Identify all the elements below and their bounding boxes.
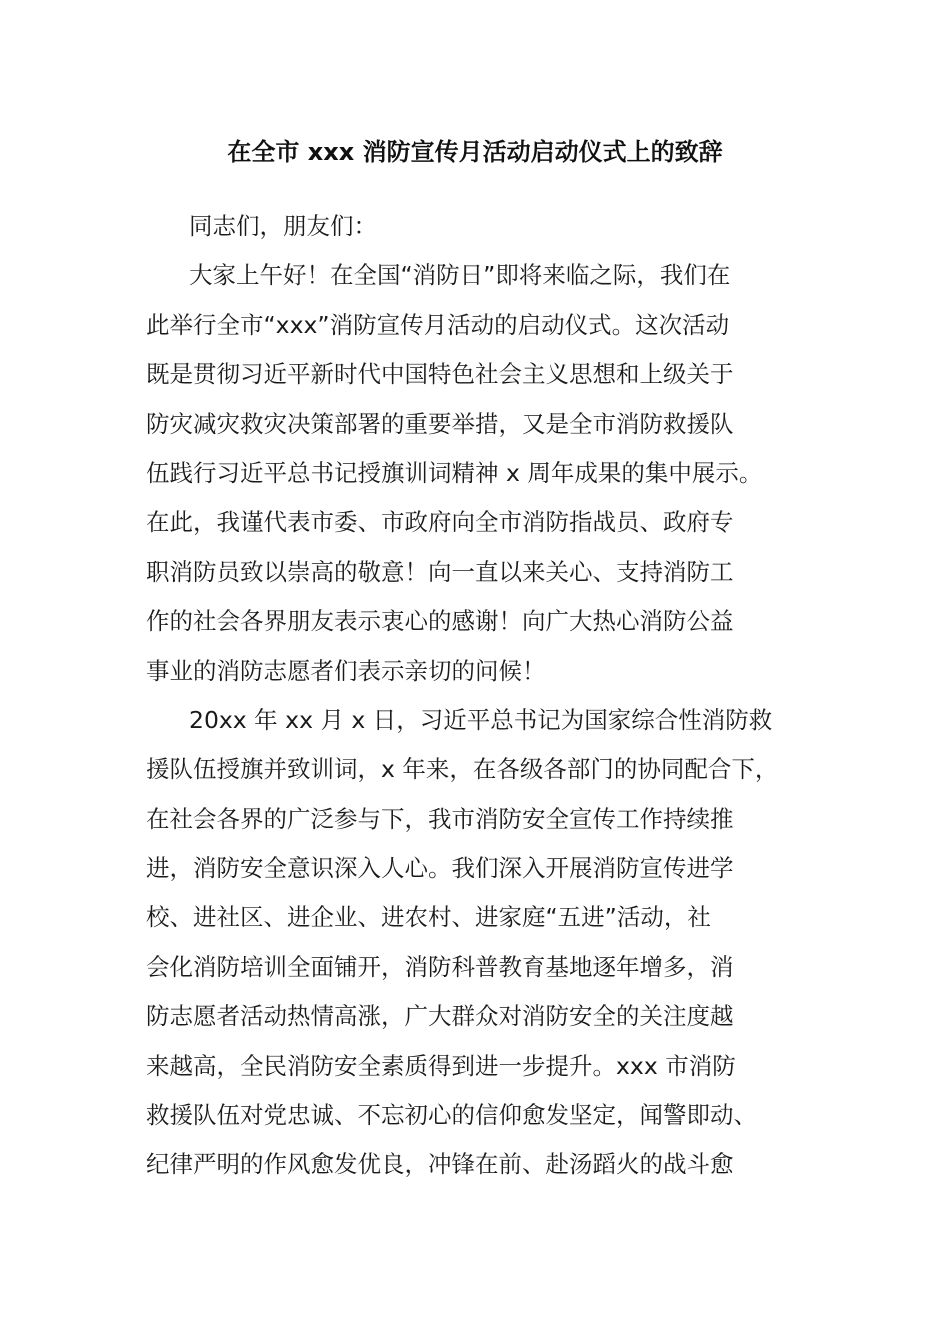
text-line: 在此，我谨代表市委、市政府向全市消防指战员、政府专 (146, 508, 734, 537)
text-line: 伍践行习近平总书记授旗训词精神 x 周年成果的集中展示。 (146, 458, 763, 487)
text-line: 援队伍授旗并致训词，x 年来，在各级各部门的协同配合下， (146, 755, 779, 784)
text-line: 进，消防安全意识深入人心。我们深入开展消防宣传进学 (146, 854, 734, 883)
document-body (146, 202, 816, 1190)
text-line: 会化消防培训全面铺开，消防科普教育基地逐年增多，消 (146, 952, 734, 981)
text-line: 防志愿者活动热情高涨，广大群众对消防安全的关注度越 (146, 1002, 734, 1031)
text-line: 既是贯彻习近平新时代中国特色社会主义思想和上级关于 (146, 360, 734, 389)
text-line: 同志们，朋友们： (189, 212, 377, 240)
text-line: 20xx 年 xx 月 x 日，习近平总书记为国家综合性消防救 (189, 705, 773, 734)
text-line: 此举行全市“xxx”消防宣传月活动的启动仪式。这次活动 (146, 310, 730, 339)
text-line: 校、进社区、进企业、进农村、进家庭“五进”活动，社 (146, 903, 711, 932)
text-line: 大家上午好！在全国“消防日”即将来临之际，我们在 (189, 261, 731, 290)
text-line: 来越高，全民消防安全素质得到进一步提升。xxx 市消防 (146, 1051, 736, 1080)
text-line: 作的社会各界朋友表示衷心的感谢！向广大热心消防公益 (146, 607, 734, 636)
text-line: 纪律严明的作风愈发优良，冲锋在前、赴汤蹈火的战斗愈 (146, 1150, 734, 1179)
text-line: 事业的消防志愿者们表示亲切的问候！ (146, 656, 546, 685)
text-line: 防灾减灾救灾决策部署的重要举措，又是全市消防救援队 (146, 409, 734, 438)
text-line: 救援队伍对党忠诚、不忘初心的信仰愈发坚定，闻警即动、 (146, 1101, 757, 1130)
text-line: 在社会各界的广泛参与下，我市消防安全宣传工作持续推 (146, 804, 734, 833)
text-line: 职消防员致以崇高的敬意！向一直以来关心、支持消防工 (146, 557, 734, 586)
document-title: 在全市 xxx 消防宣传月活动启动仪式上的致辞 (227, 138, 723, 166)
